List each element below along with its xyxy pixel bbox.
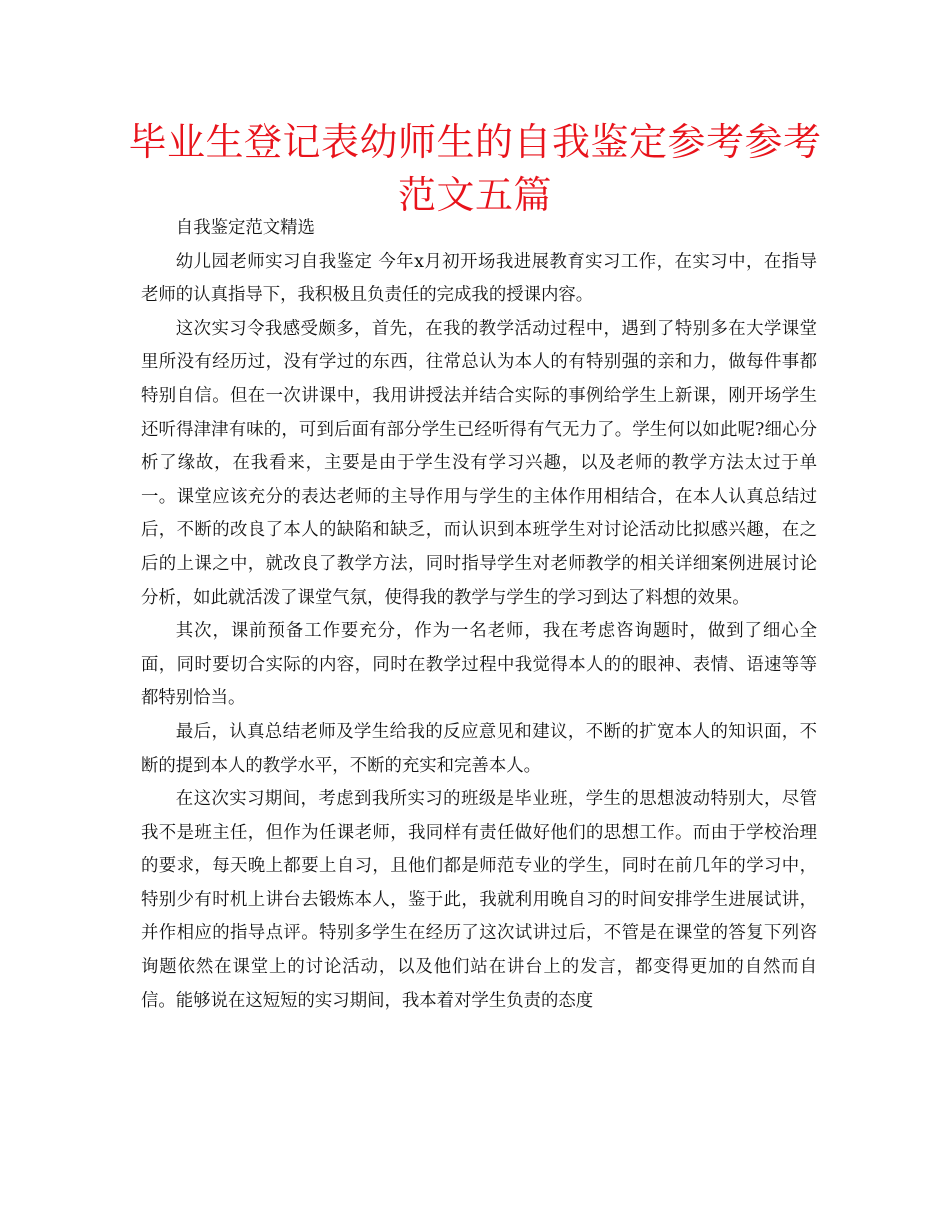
paragraph-summary: 最后，认真总结老师及学生给我的反应意见和建议，不断的扩宽本人的知识面，不断的提到本人的教学水平，不断的充实和完善本人。 bbox=[141, 721, 817, 776]
document-title: 毕业生登记表幼师生的自我鉴定参考参考范文五篇 bbox=[128, 120, 822, 217]
document-body bbox=[141, 212, 817, 1018]
paragraph-internship-period: 在这次实习期间，考虑到我所实习的班级是毕业班，学生的思想波动特别大，尽管我不是班主任，但作为任课老师，我同样有责任做好他们的思想工作。而由于学校治理的要求，每天晚上都要上自习，且他们都是师范专业的学生，同时在前几年的学习中，特别少有时机上讲台去锻炼本人，鉴于此，我就利用晚自习的时间安排学生进展试讲，并作相应的指导点评。特别多学生在经历了这次试讲过后，不管是在课堂的答复下列咨询题依然在课堂上的讨论活动，以及他们站在讲台上的发言，都变得更加的自然而自信。能够说在这短短的实习期间，我本着对学生负责的态度 bbox=[141, 789, 817, 1011]
paragraph-experience: 这次实习令我感受颇多，首先，在我的教学活动过程中，遇到了特别多在大学课堂里所没有经历过，没有学过的东西，往常总认为本人的有特别强的亲和力，做每件事都特别自信。但在一次讲课中，我用讲授法并结合实际的事例给学生上新课，刚开场学生还听得津津有味的，可到后面有部分学生已经听得有气无力了。学生何以如此呢?细心分析了缘故，在我看来，主要是由于学生没有学习兴趣，以及老师的教学方法太过于单一。课堂应该充分的表达老师的主导作用与学生的主体作用相结合，在本人认真总结过后，不断的改良了本人的缺陷和缺乏，而认识到本班学生对讨论活动比拟感兴趣，在之后的上课之中，就改良了教学方法，同时指导学生对老师教学的相关详细案例进展讨论分析，如此就活泼了课堂气氛，使得我的教学与学生的学习到达了料想的效果。 bbox=[141, 318, 817, 608]
paragraph-intro: 幼儿园老师实习自我鉴定 今年x月初开场我进展教育实习工作，在实习中，在指导老师的认真指导下，我积极且负责任的完成我的授课内容。 bbox=[141, 251, 817, 306]
paragraph-subtitle: 自我鉴定范文精选 bbox=[175, 218, 315, 238]
paragraph-preparation: 其次，课前预备工作要充分，作为一名老师，我在考虑咨询题时，做到了细心全面，同时要切合实际的内容，同时在教学过程中我觉得本人的的眼神、表情、语速等等都特别恰当。 bbox=[141, 621, 817, 709]
